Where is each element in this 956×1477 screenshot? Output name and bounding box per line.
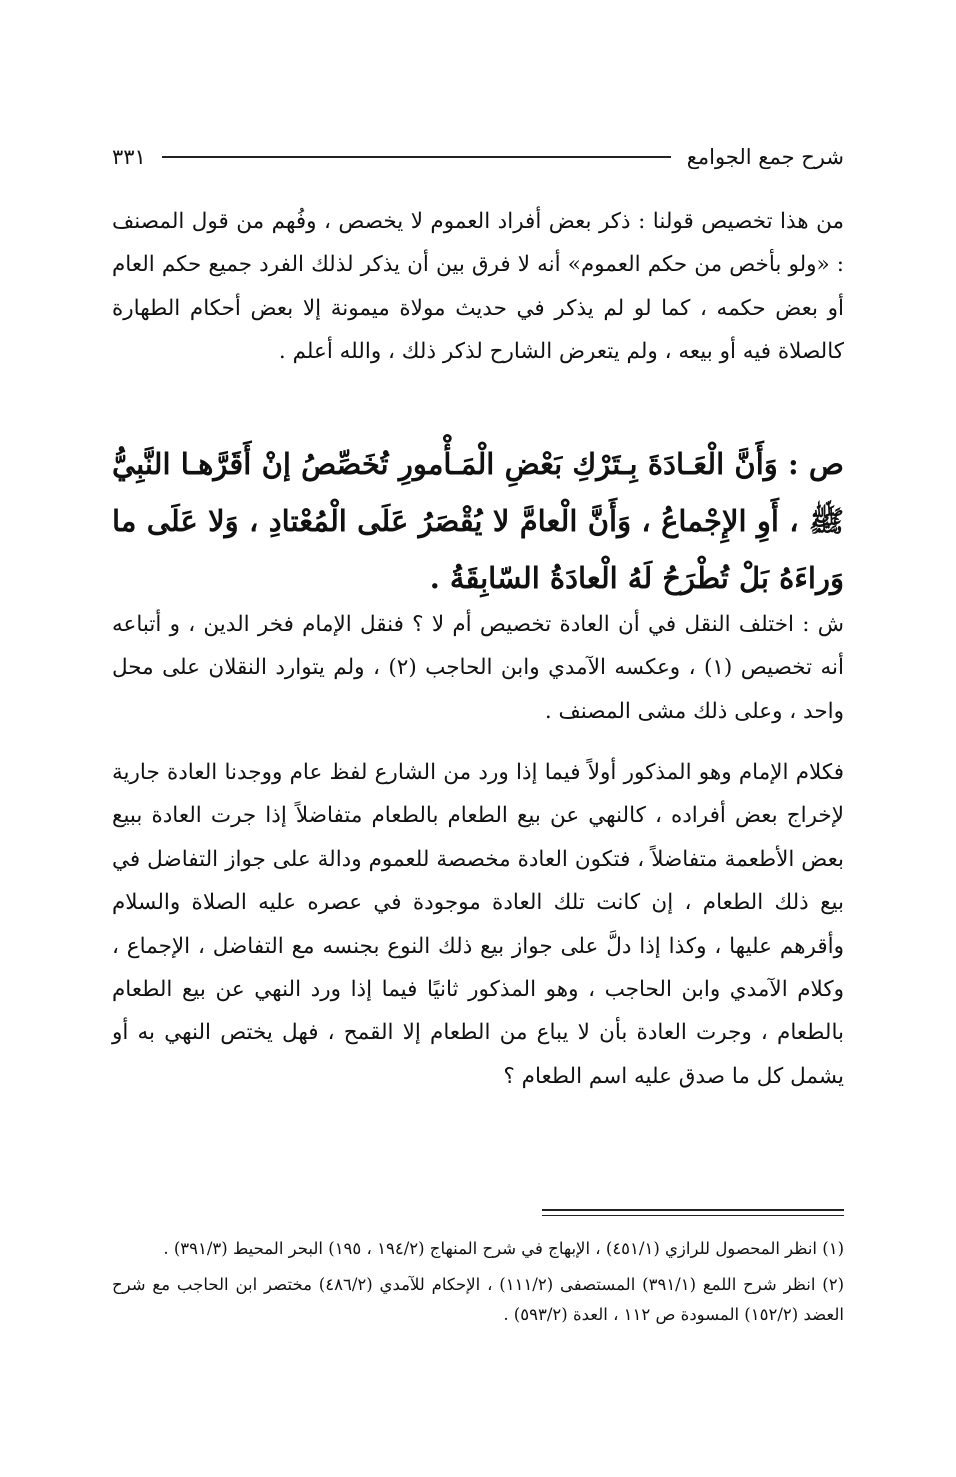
footnote-1: (١) انظر المحصول للرازي (٤٥١/١) ، الإبهاج في شرح المنهاج (١٩٤/٢ ، ١٩٥) البحر المحيط (٣٩١/٣) .	[163, 1239, 844, 1258]
commentary-paragraph-2: ش : اختلف النقل في أن العادة تخصيص أم لا ؟ فنقل الإمام فخر الدين ، و أتباعه أنه تخصيص (١) ، وعكسه الآمدي وابن الحاجب (٢) ، ولم يتوارد النقلان على محل واحد ، وعلى ذلك مشى المصنف .	[112, 612, 844, 724]
footnotes	[112, 1234, 844, 1336]
footnote-2: (٢) انظر شرح اللمع (٣٩١/١) المستصفى (١١١/٢) ، الإحكام للآمدي (٤٨٦/٢) مختصر ابن الحاجب مع شرح العضد (١٥٢/٢) المسودة ص ١١٢ ، العدة (٥٩٣/٢) .	[112, 1275, 845, 1324]
page-number: ٣٣١	[112, 145, 146, 169]
footnote-separator-second	[542, 1215, 844, 1216]
running-header-title: شرح جمع الجوامع	[686, 145, 844, 169]
commentary-paragraph-1: من هذا تخصيص قولنا : ذكر بعض أفراد العموم لا يخصص ، وفُهم من قول المصنف : «ولو بأخص من حكم العموم» أنه لا فرق بين أن يذكر لذلك الفرد جميع حكم العام أو بعض حكمه ، كما لو لم يذكر في حديث مولاة ميمونة إلا بعض أحكام الطهارة كالصلاة فيه أو بيعه ، ولم يتعرض الشارح لذكر ذلك ، والله أعلم .	[112, 209, 844, 365]
running-header	[112, 140, 844, 174]
header-rule	[162, 156, 671, 158]
matn-text: ص : وَأَنَّ الْعَـادَةَ بِـتَرْكِ بَعْضِ الْمَـأْمورِ تُخَصِّصُ إنْ أَقَرَّهـا النَّبِيُّ ﷺ ، أَوِ الإِجْماعُ ، وَأَنَّ الْعامَّ لا يُقْصَرُ عَلَى الْمُعْتادِ ، وَلا عَلَى ما وَراءَهُ بَلْ تُطْرَحُ لَهُ الْعادَةُ السّابِقَةُ .	[112, 447, 845, 595]
footnote-separator	[542, 1209, 844, 1211]
commentary-paragraph-3: فكلام الإمام وهو المذكور أولاً فيما إذا ورد من الشارع لفظ عام ووجدنا العادة جارية لإخراج بعض أفراده ، كالنهي عن بيع الطعام بالطعام متفاضلاً إذا جرت العادة ببيع بعض الأطعمة متفاضلاً ، فتكون العادة مخصصة للعموم ودالة على جواز التفاضل في بيع ذلك الطعام ، إن كانت تلك العادة موجودة في عصره عليه الصلاة والسلام وأقرهم عليها ، وكذا إذا دلَّ على جواز بيع ذلك النوع بجنسه مع التفاضل ، الإجماع ، وكلام الآمدي وابن الحاجب ، وهو المذكور ثانيًا فيما إذا ورد النهي عن بيع الطعام بالطعام ، وجرت العادة بأن لا يباع من الطعام إلا القمح ، فهل يختص النهي به أو يشمل كل ما صدق عليه اسم الطعام ؟	[112, 760, 844, 1089]
